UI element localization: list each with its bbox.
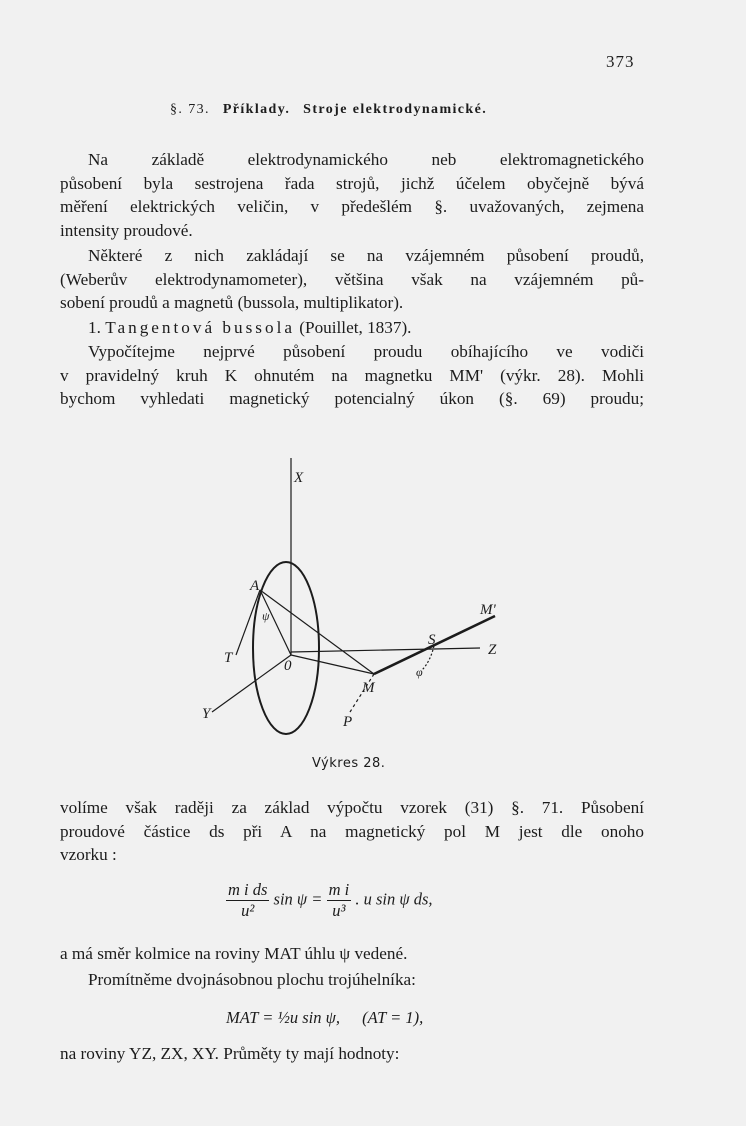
tangent-line <box>236 590 260 655</box>
text-line: proudové částice ds při A na magnetický pol M jest dle onoho <box>60 821 644 841</box>
paragraph-types <box>60 244 644 315</box>
item-attribution: (Pouillet, 1837). <box>299 318 412 337</box>
label-t: T <box>224 650 233 666</box>
label-y: Y <box>202 706 211 722</box>
label-z: Z <box>488 642 497 658</box>
heading-title-machines: Stroje elektrodynamické. <box>303 102 488 117</box>
text-line: Promítněme dvojnásobnou plochu trojúhelníka: <box>88 970 416 989</box>
text-line: na roviny YZ, ZX, XY. Průměty ty mají hodnoty: <box>60 1044 400 1063</box>
figure-28-diagram <box>190 450 530 750</box>
item-number: 1. <box>88 318 101 337</box>
paragraph-intro <box>60 148 644 242</box>
paragraph-formula-intro <box>60 796 644 867</box>
label-m: M <box>362 680 375 696</box>
text-line: (Weberův elektrodynamometer), většina však na vzájemném pů- <box>60 269 644 289</box>
section-number: §. 73. <box>170 102 210 117</box>
fraction: $\frac{\text{m i ds}}{\text{u²}}$ <box>228 880 268 920</box>
label-o: 0 <box>284 658 292 674</box>
item-line <box>60 316 644 340</box>
text-line: Vypočítejme nejprvé působení proudu obíhajícího ve vodiči <box>88 342 644 361</box>
page-number: 373 <box>606 52 635 71</box>
label-x: X <box>294 470 304 486</box>
text-line: Některé z nich zakládají se na vzájemném působení proudů, <box>88 246 644 265</box>
text-line: volíme však raději za základ výpočtu vzorek (31) §. 71. Působení <box>60 798 644 817</box>
item-name: Tangentová bussola <box>105 318 295 337</box>
text-line: intensity proudové. <box>60 220 193 240</box>
formula-triangle-area: MAT = ½u sin ψ, (AT = 1), <box>226 1008 424 1027</box>
formula-force: $\frac{\text{m i ds}}{\text{u²}}$ sin ψ = $\frac{\text{m i}}{\text{u³}}$ . u sin ψ ds, <box>228 880 433 920</box>
text-line: působení byla sestrojena řada strojů, jichž účelem obyčejně bývá <box>60 173 644 193</box>
text-line: vzorku : <box>60 845 117 864</box>
fraction: $\frac{\text{m i}}{\text{u³}}$ <box>328 880 350 920</box>
heading-title-examples: Příklady. <box>222 102 291 117</box>
text-line: sobení proudů a magnetů (bussola, multiplikator). <box>60 293 404 312</box>
text-line: bychom vyhledati magnetický potencialný úkon (§. 69) proudu; <box>60 389 644 408</box>
label-psi: ψ <box>262 609 270 623</box>
paragraph-direction <box>60 942 644 966</box>
text-line: a má směr kolmice na roviny MAT úhlu ψ vedené. <box>60 944 408 963</box>
label-m-prime: M' <box>480 602 496 618</box>
paragraph-projection <box>60 968 644 992</box>
circular-conductor <box>253 562 319 734</box>
text-line: měření elektrických veličin, v předešlém §. uvažovaných, zejmena <box>60 197 644 216</box>
paragraph-compute <box>60 340 644 411</box>
item-tangent-galvanometer <box>60 316 644 340</box>
text-line: v pravidelný kruh K ohnutém na magnetku MM' (výkr. 28). Mohli <box>60 365 644 385</box>
figure-caption: Výkres 28. <box>312 756 386 771</box>
text-line: Na základě elektrodynamického neb elektromagnetického <box>88 150 644 169</box>
label-p: P <box>343 714 353 730</box>
paragraph-planes <box>60 1042 644 1066</box>
label-a: A <box>250 578 260 594</box>
label-s: S <box>428 632 436 648</box>
label-phi: φ <box>416 665 423 679</box>
section-heading <box>170 102 487 118</box>
